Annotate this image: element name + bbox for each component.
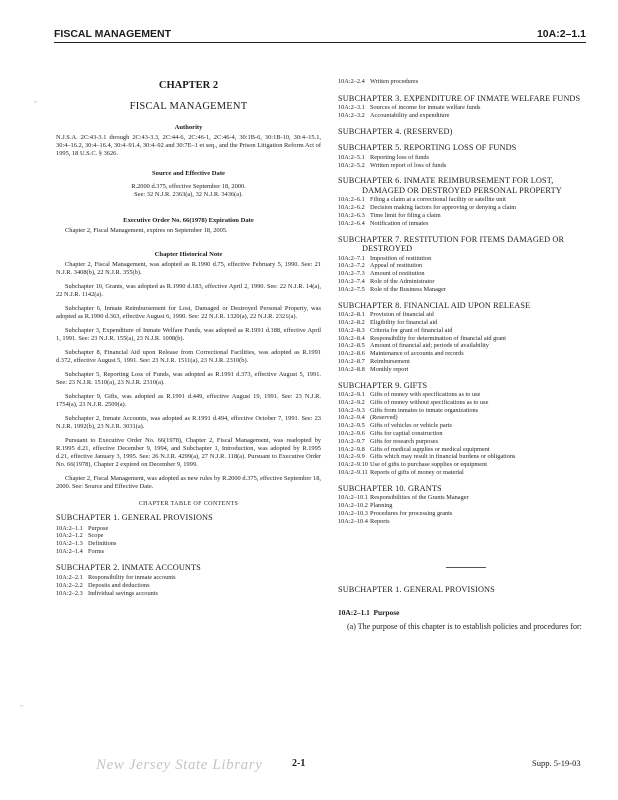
margin-mark: - [34, 96, 37, 106]
history-note: Subchapter 10, Grants, was adopted as R.1990 d.183, effective April 2, 1990. See: 22 N.J.R. 14(a), 22 N.J.R. 1142(a). [56, 283, 321, 298]
section-title: Forms [88, 547, 105, 555]
section-title: Notification of inmates [370, 219, 429, 227]
toc-entry [338, 220, 593, 228]
section-number: 10A:2–6.2 [338, 204, 365, 212]
section-title: Gifts which may result in financial burdens or obligations [370, 453, 516, 461]
toc-entry [338, 430, 593, 438]
section-title: Gifts for research purposes [370, 437, 439, 445]
toc-entry [338, 154, 593, 162]
section-title: Gifts of money with specifications as to use [370, 391, 481, 399]
supplement-date: Supp. 5-19-03 [532, 758, 581, 768]
section-number: 10A:2–1.4 [56, 547, 83, 555]
section-number: 10A:2–3.1 [338, 104, 365, 112]
toc-entry [338, 510, 593, 518]
history-note: Subchapter 8, Financial Aid upon Release from Correctional Facilities, was adopted as R.1991 d.372, effective August 5, 1991. See: 23 N.J.R. 1511(a), 23 N.J.R. 2310(b). [56, 349, 321, 364]
subchapter-heading: SUBCHAPTER 10. GRANTS [338, 483, 442, 493]
section-number: 10A:2–9.9 [338, 453, 365, 461]
section-title: Amount of financial aid; periods of availability [370, 342, 489, 350]
section-title: Responsibility for determination of financial aid grant [370, 334, 507, 342]
history-notes [56, 261, 321, 491]
section-number: 10A:2–5.1 [338, 153, 365, 161]
subchapter-heading: SUBCHAPTER 4. (RESERVED) [338, 126, 453, 136]
toc-list [338, 104, 593, 120]
source-heading: Source and Effective Date [152, 170, 225, 177]
authority-text: N.J.S.A. 2C:43-3.1 through 2C:43-3.3, 2C:44-6, 2C:46-1, 2C:46-4, 30:1B-6, 30:1B-10, 30:4–15.1, 30:4–16.2, 30:4–16.4, 30:4–91.4, 30:4–92 and 30:7E–1 et seq., and the Prison Litigation Reform Act of 1995, 18 U.S.C. § 3626. [56, 134, 321, 157]
section-title: Purpose [88, 524, 109, 532]
toc-entry [338, 461, 593, 469]
toc-entry [338, 366, 593, 374]
section-title: Criteria for grant of financial aid [370, 326, 453, 334]
toc-entry [56, 574, 321, 582]
authority-heading: Authority [174, 124, 203, 131]
toc-list [338, 391, 593, 477]
section-title: Imposition of restitution [370, 254, 432, 262]
toc-list [338, 494, 593, 525]
section-number: 10A:2–7.5 [338, 285, 365, 293]
toc-heading: CHAPTER TABLE OF CONTENTS [138, 501, 239, 507]
section-divider [446, 567, 486, 568]
toc-entry [338, 358, 593, 366]
history-note: Chapter 2, Fiscal Management, was adopted as new rules by R.2000 d.375, effective September 18, 2000. See: Source and Effective Date. [56, 475, 321, 490]
section-title: Purpose [373, 608, 400, 617]
body-subchapter-heading: SUBCHAPTER 1. GENERAL PROVISIONS [338, 585, 495, 594]
toc-entry [56, 532, 321, 540]
subchapter-heading: SUBCHAPTER 2. INMATE ACCOUNTS [56, 562, 201, 572]
section-number: 10A:2–1.1 [56, 524, 83, 532]
section-title: Responsibility for inmate accounts [88, 574, 176, 582]
toc-entry [338, 204, 593, 212]
section-number: 10A:2–9.10 [338, 461, 368, 469]
toc-entry [338, 255, 593, 263]
section-title: Role of the Administrator [370, 278, 435, 286]
section-title: Appeal of restitution [370, 262, 423, 270]
running-head-citation: 10A:2–1.1 [536, 28, 586, 40]
running-head-title: FISCAL MANAGEMENT [54, 28, 172, 40]
section-number: 10A:2–6.1 [338, 196, 365, 204]
section-number: 10A:2–2.3 [56, 589, 83, 597]
subchapter-heading: SUBCHAPTER 7. RESTITUTION FOR ITEMS DAMAGED OR DESTROYED [338, 234, 565, 254]
right-column [338, 78, 593, 525]
history-note: Pursuant to Executive Order No. 66(1978), Chapter 2, Fiscal Management, was readopted by R.1995 d.21, effective December 9, 1994, and Subchapter 1, Introduction, was adopted by R.1995 d.21, effective January 3, 1995. See: 26 N.J.R. 4299(a), 27 N.J.R. 118(a). Pursuant to Executive Order No. 66(1978), Chapter 2 expired on December 9, 1999. [56, 437, 321, 468]
section-title: Time limit for filing a claim [370, 212, 441, 220]
section-number: 10A:2–9.5 [338, 422, 365, 430]
page-number: 2-1 [292, 758, 306, 769]
chapter-number: CHAPTER 2 [158, 80, 219, 91]
section-title: (Reserved) [370, 414, 398, 422]
section-number: 10A:2–8.3 [338, 326, 365, 334]
toc-entry [338, 399, 593, 407]
section-title: Reports of gifts of money or material [370, 469, 464, 476]
section-number: 10A:2–9.11 [338, 469, 368, 476]
history-note: Subchapter 2, Inmate Accounts, was adopted as R.1991 d.494, effective October 7, 1991. See: 23 N.J.R. 1992(b), 23 N.J.R. 3031(a). [56, 415, 321, 430]
toc-entry [338, 438, 593, 446]
toc-entry [338, 502, 593, 510]
toc-entry [338, 453, 593, 461]
history-note: Subchapter 5, Reporting Loss of Funds, was adopted as R.1991 d.373, effective August 5, 1991. See: 23 N.J.R. 1510(a), 23 N.J.R. 2310(a). [56, 371, 321, 386]
toc-entry [338, 469, 593, 477]
section-number: 10A:2–8.4 [338, 334, 365, 342]
toc-entry [56, 590, 321, 598]
section-body-text: (a) The purpose of this chapter is to establish policies and procedures for: [347, 622, 582, 631]
section-title: Definitions [88, 540, 117, 548]
subchapter-heading: SUBCHAPTER 1. GENERAL PROVISIONS [56, 513, 213, 522]
toc-entry [338, 78, 593, 86]
section-title: Use of gifts to purchase supplies or equipment [370, 461, 487, 469]
toc-entry [338, 311, 593, 319]
section-number: 10A:2–8.7 [338, 357, 365, 365]
toc-entry [338, 407, 593, 415]
section-title: Reports [370, 517, 390, 525]
toc-entry [338, 335, 593, 343]
section-title: Sources of income for inmate welfare funds [370, 104, 481, 112]
section-number: 10A:2–6.4 [338, 219, 365, 227]
section-title: Gifts from inmates to inmate organizations [370, 406, 479, 414]
subchapter-heading: SUBCHAPTER 8. FINANCIAL AID UPON RELEASE [338, 300, 531, 310]
toc-entry [338, 319, 593, 327]
toc-entry [338, 270, 593, 278]
section-title: Gifts of money without specifications as to use [370, 398, 489, 406]
margin-mark: - [20, 700, 23, 710]
page-header [54, 26, 586, 43]
toc-entry [338, 494, 593, 502]
section-title: Eligibility for financial aid [370, 318, 438, 326]
left-column [56, 80, 321, 598]
section-title: Responsibilities of the Grants Manager [370, 494, 469, 502]
chapter-name: FISCAL MANAGEMENT [129, 101, 248, 112]
section-number: 10A:2–9.7 [338, 437, 365, 445]
section-number: 10A:2–9.1 [338, 391, 365, 399]
section-number: 10A:2–8.8 [338, 365, 365, 373]
executive-order-text: Chapter 2, Fiscal Management, expires on September 18, 2005. [65, 227, 228, 234]
section-title: Role of the Business Manager [370, 285, 446, 293]
section-number: 10A:2–8.5 [338, 342, 365, 350]
toc-entry [338, 327, 593, 335]
section-number: 10A:2–5.2 [338, 161, 365, 169]
section-title: Maintenance of accounts and records [370, 350, 464, 358]
toc-entry [338, 278, 593, 286]
section-number: 10A:2–10.4 [338, 517, 368, 525]
toc-entry [338, 262, 593, 270]
toc-subchapters [338, 94, 593, 526]
toc-list [338, 311, 593, 373]
toc-entry [338, 162, 593, 170]
section-title: Amount of restitution [370, 270, 425, 278]
section-number: 10A:2–1.3 [56, 540, 83, 548]
section-number: 10A:2–7.4 [338, 278, 365, 286]
section-title: Written procedures [370, 78, 419, 85]
history-note: Subchapter 3, Expenditure of Inmate Welfare Funds, was adopted as R.1991 d.188, effective April 1, 1991. See: 23 N.J.R. 155(a), 23 N.J.R. 1008(b). [56, 327, 321, 342]
section-title: Reimbursement [370, 357, 410, 365]
toc-entry [338, 414, 593, 422]
subchapter-heading: SUBCHAPTER 9. GIFTS [338, 380, 428, 390]
library-watermark: New Jersey State Library [96, 757, 263, 773]
toc-entry [56, 548, 321, 556]
section-number: 10A:2–3.2 [338, 112, 365, 120]
toc-entry [338, 446, 593, 454]
toc-entry [338, 350, 593, 358]
section-number: 10A:2–6.3 [338, 212, 365, 220]
section-title: Accountability and expenditure [370, 112, 450, 120]
subchapter-heading: SUBCHAPTER 3. EXPENDITURE OF INMATE WELFARE FUNDS [338, 93, 581, 103]
section-number: 10A:2–7.3 [338, 270, 365, 278]
section-number: 10A:2–9.4 [338, 414, 365, 422]
section-title: Gifts of medical supplies or medical equipment [370, 445, 490, 453]
toc-entry [338, 342, 593, 350]
toc-entry [338, 104, 593, 112]
section-title: Deposits and deductions [88, 581, 150, 589]
toc-entry [338, 422, 593, 430]
history-note: Subchapter 6, Inmate Reimbursement for Lost, Damaged or Destroyed Personal Property, was adopted as R.1990 d.363, effective August 6, 1990. See: 22 N.J.R. 1320(a), 22 N.J.R. 2321(a). [56, 305, 321, 320]
section-number: 10A:2–2.2 [56, 581, 83, 589]
toc-list [338, 154, 593, 170]
section-title: Planning [370, 502, 393, 510]
history-note: Chapter 2, Fiscal Management, was adopted as R.1990 d.75, effective February 5, 1990. See: 21 N.J.R. 3408(b), 22 N.J.R. 355(b). [56, 261, 321, 276]
section-title: Written report of loss of funds [370, 161, 447, 169]
toc-entry [338, 196, 593, 204]
section-number: 10A:2–10.3 [338, 509, 368, 517]
section-title: Monthly report [370, 365, 409, 373]
toc-entry [56, 582, 321, 590]
toc-entry [338, 112, 593, 120]
section-number: 10A:2–8.6 [338, 350, 365, 358]
toc-list [56, 574, 321, 597]
section-number: 10A:2–9.6 [338, 430, 365, 438]
source-line: R.2000 d.375, effective September 18, 2000. [131, 183, 246, 190]
section-title: Reporting loss of funds [370, 153, 429, 161]
section-number: 10A:2–9.3 [338, 406, 365, 414]
toc-entry [338, 212, 593, 220]
section-number: 10A:2–7.2 [338, 262, 365, 270]
section-number: 10A:2–8.2 [338, 318, 365, 326]
section-number: 10A:2–9.2 [338, 398, 365, 406]
section-number: 10A:2–2.1 [56, 574, 83, 582]
section-title: Filing a claim at a correctional facility or satellite unit [370, 196, 506, 204]
section-number: 10A:2–10.1 [338, 494, 368, 502]
toc-entry [338, 518, 593, 526]
section-number: 10A:2–7.1 [338, 254, 365, 262]
history-note: Subchapter 9, Gifts, was adopted as R.1991 d.449, effective August 19, 1991. See: 23 N.J.R. 1754(a), 23 N.J.R. 2509(a). [56, 393, 321, 408]
subchapter-heading: SUBCHAPTER 5. REPORTING LOSS OF FUNDS [338, 143, 517, 153]
section-number: 10A:2–1.2 [56, 532, 83, 540]
toc-entry [338, 391, 593, 399]
section-heading [338, 608, 399, 617]
section-number: 10A:2–2.4 [338, 78, 365, 85]
section-number: 10A:2–8.1 [338, 311, 365, 319]
section-title: Provision of financial aid [370, 311, 434, 319]
toc-entry [338, 286, 593, 294]
toc-entry [56, 540, 321, 548]
history-heading: Chapter Historical Note [154, 251, 223, 258]
executive-order-heading: Executive Order No. 66(1978) Expiration Date [123, 217, 254, 224]
section-number: 10A:2–1.1 [338, 608, 370, 617]
section-number: 10A:2–9.8 [338, 445, 365, 453]
toc-list [56, 525, 321, 556]
section-title: Scope [88, 532, 104, 540]
toc-list [338, 196, 593, 227]
section-title: Individual savings accounts [88, 589, 158, 597]
toc-list [338, 255, 593, 294]
section-number: 10A:2–10.2 [338, 502, 368, 510]
source-line: See: 32 N.J.R. 2363(a), 32 N.J.R. 3436(a). [134, 191, 243, 198]
section-title: Decision making factors for approving or denying a claim [370, 204, 517, 212]
section-title: Gifts of vehicles or vehicle parts [370, 422, 453, 430]
section-title: Gifts for capital construction [370, 430, 443, 438]
section-title: Procedures for processing grants [370, 509, 453, 517]
toc-entry [56, 525, 321, 533]
subchapter-heading: SUBCHAPTER 6. INMATE REIMBURSEMENT FOR LOST, DAMAGED OR DESTROYED PERSONAL PROPERTY [338, 176, 562, 195]
